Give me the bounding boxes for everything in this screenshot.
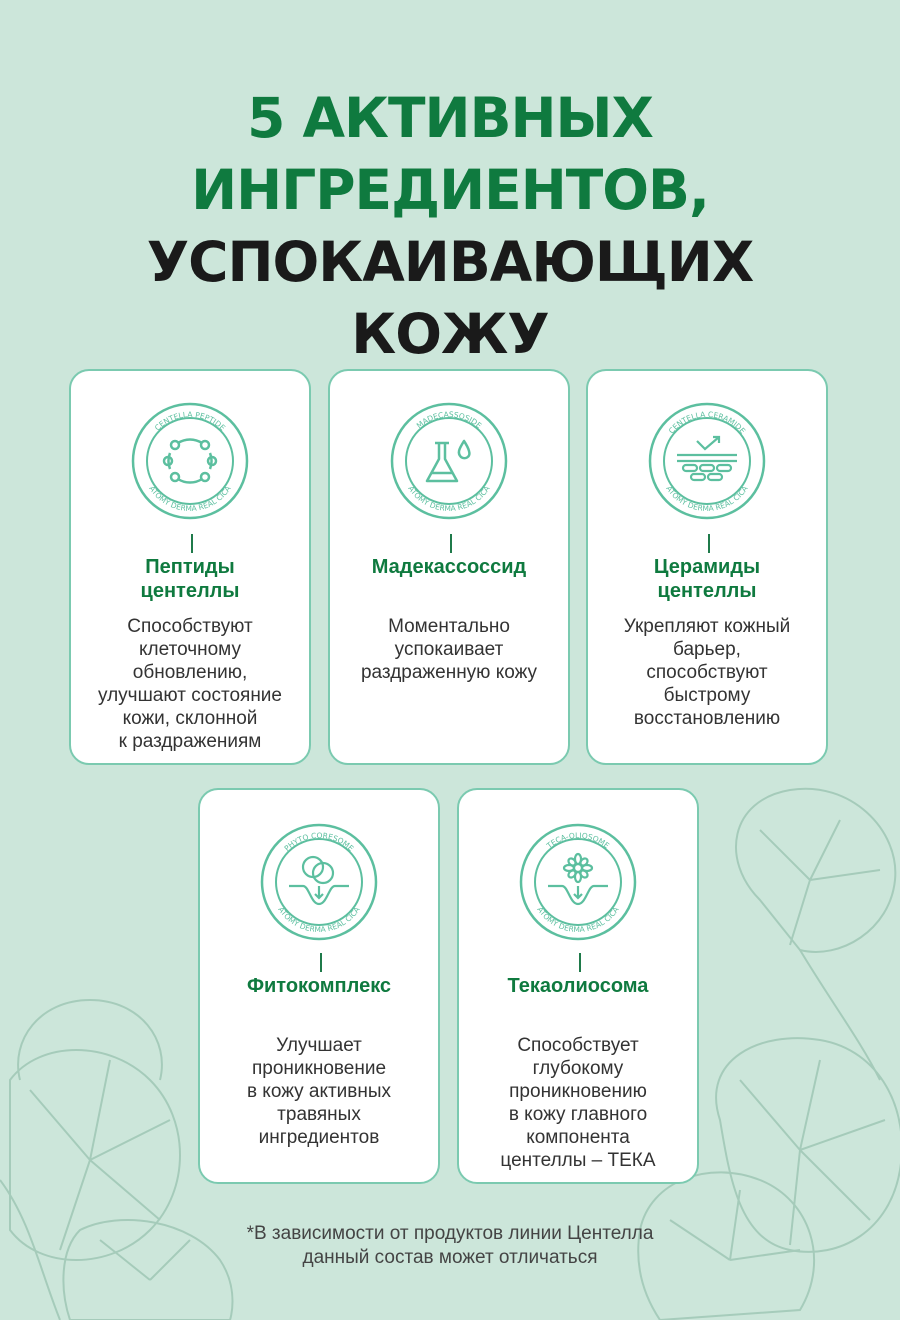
badge-bottom-text: ATOMY DERMA REAL CICA [406, 484, 492, 514]
title-line-1: 5 АКТИВНЫХ [247, 86, 653, 150]
ingredient-card-teca-oliosome [457, 788, 699, 1184]
badge-top-text: PHYTO CORESOME [282, 830, 356, 853]
badge-molecule-ring-icon [130, 401, 250, 521]
badge-bottom-text: ATOMY DERMA REAL CICA [276, 905, 362, 935]
divider-tick [708, 534, 710, 553]
ingredient-name: Мадекассоссид [371, 556, 527, 578]
badge-bottom-text: ATOMY DERMA REAL CICA [535, 905, 621, 935]
footnote: *В зависимости от продуктов линии Центелла данный состав может отличаться [246, 1223, 654, 1268]
ingredient-card-centella-peptide [69, 369, 311, 765]
svg-text:CENTELLA CERAMIDE [667, 410, 748, 436]
divider-tick [450, 534, 452, 553]
badge-top-text: TECA-OLIOSOME [544, 830, 612, 851]
ingredient-description: Способствует глубокому проникновению в кожу главного компонента центеллы – ТЕКА [500, 1035, 656, 1171]
ingredient-description: Улучшает проникновение в кожу активных травяных ингредиентов [246, 1035, 392, 1148]
divider-tick [320, 953, 322, 972]
ingredient-card-phyto-coresome [198, 788, 440, 1184]
badge-flower-absorb-icon [518, 822, 638, 942]
divider-tick [191, 534, 193, 553]
ingredient-description: Моментально успокаивает раздраженную кожу [360, 616, 538, 683]
ingredient-name: Текаолиосома [507, 975, 649, 997]
ingredient-card-madecassoside [328, 369, 570, 765]
badge-skin-barrier-icon [647, 401, 767, 521]
svg-text:PHYTO CORESOME [282, 831, 355, 853]
badge-top-text: CENTELLA CERAMIDE [666, 409, 748, 436]
ingredient-card-centella-ceramide [586, 369, 828, 765]
divider-tick [579, 953, 581, 972]
svg-text:CENTELLA PEPTIDE [153, 410, 227, 433]
title-line-4: КОЖУ [351, 302, 549, 366]
ingredient-description: Укрепляют кожный барьер, способствуют быстрому восстановлению [623, 616, 791, 729]
badge-top-text: CENTELLA PEPTIDE [152, 409, 228, 433]
badge-flask-drop-icon [389, 401, 509, 521]
ingredient-description: Способствуют клеточному обновлению, улучшают состояние кожи, склонной к раздражениям [98, 616, 282, 752]
ingredient-name: Фитокомплекс [246, 975, 392, 997]
svg-text:MADECASSOSIDE [415, 410, 484, 430]
page-title [0, 82, 900, 370]
badge-phyto-circles-icon [259, 822, 379, 942]
ingredient-name: Церамиды центеллы [653, 556, 761, 602]
badge-bottom-text: ATOMY DERMA REAL CICA [147, 484, 233, 514]
badge-bottom-text: ATOMY DERMA REAL CICA [664, 484, 750, 514]
svg-text:TECA-OLIOSOME [544, 831, 611, 851]
badge-top-text: MADECASSOSIDE [414, 409, 484, 431]
title-line-2: ИНГРЕДИЕНТОВ, [191, 158, 709, 222]
title-line-3: УСПОКАИВАЮЩИХ [146, 230, 754, 294]
ingredient-name: Пептиды центеллы [140, 556, 240, 602]
